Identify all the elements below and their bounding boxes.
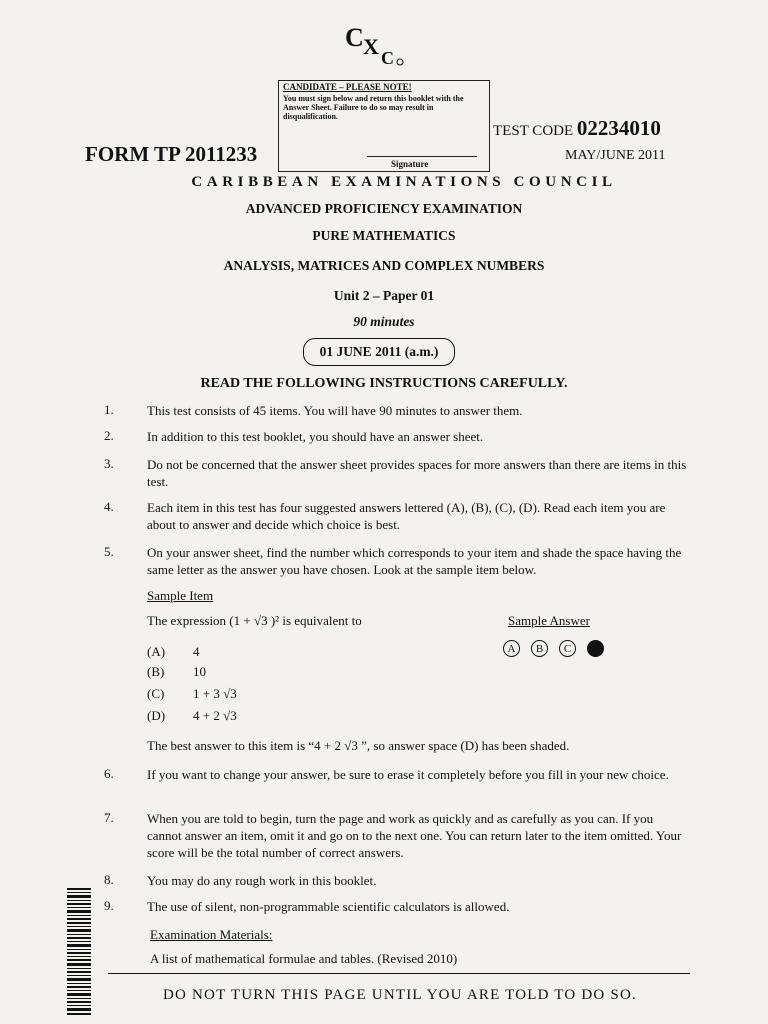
session: MAY/JUNE 2011 — [565, 148, 666, 163]
item-number: 3. — [104, 456, 114, 471]
answer-bubble-b: B — [531, 640, 548, 657]
paper-title: ANALYSIS, MATRICES AND COMPLEX NUMBERS — [223, 258, 545, 273]
instruction-text: When you are told to begin, turn the page and work as quickly and as carefully as you can. If you cannot answer an item, omit it and go on to the next one. You can return later to the item omitted. Your score will be the total number of correct answers. — [147, 811, 682, 860]
test-code — [493, 116, 661, 141]
signature-label: Signature — [391, 159, 429, 169]
test-code-value: 02234010 — [576, 116, 661, 140]
option-label-d: (D) — [147, 708, 166, 723]
item-number: 7. — [104, 810, 114, 825]
instruction-text: The use of silent, non-programmable scientific calculators is allowed. — [147, 899, 510, 914]
test-code-label: TEST CODE — [493, 123, 574, 139]
answer-bubble-c: C — [559, 640, 576, 657]
council-name: CARIBBEAN EXAMINATIONS COUNCIL — [191, 174, 617, 190]
subject-name: PURE MATHEMATICS — [312, 228, 456, 243]
exam-date: 01 JUNE 2011 (a.m.) — [303, 338, 455, 366]
option-label-c: (C) — [147, 686, 165, 701]
duration: 90 minutes — [353, 314, 415, 329]
exam-name: ADVANCED PROFICIENCY EXAMINATION — [245, 201, 523, 216]
answer-bubble-a: A — [503, 640, 520, 657]
signature-line — [367, 156, 477, 157]
svg-text:C: C — [381, 48, 394, 66]
sample-explanation: The best answer to this item is “4 + 2 √3 ”, so answer space (D) has been shaded. — [147, 738, 570, 753]
svg-text:C: C — [345, 23, 364, 52]
instruction-text: In addition to this test booklet, you should have an answer sheet. — [147, 429, 484, 444]
option-value-d: 4 + 2 √3 — [193, 708, 237, 723]
instructions-heading: READ THE FOLLOWING INSTRUCTIONS CAREFULLY. — [200, 376, 568, 391]
option-value-c: 1 + 3 √3 — [193, 686, 237, 701]
instruction-text: On your answer sheet, find the number which corresponds to your item and shade the space having the same letter as the answer you have chosen. Look at the sample item below. — [147, 545, 682, 577]
option-label-a: (A) — [147, 644, 166, 659]
item-number: 9. — [104, 898, 114, 913]
option-value-b: 10 — [193, 664, 206, 679]
item-number: 1. — [104, 402, 114, 417]
sample-answer-heading: Sample Answer — [508, 613, 590, 628]
item-number: 4. — [104, 499, 114, 514]
instruction-text: Each item in this test has four suggested answers lettered (A), (B), (C), (D). Read each item you are about to answer and decide which choice is best. — [147, 500, 666, 532]
materials-text: A list of mathematical formulae and tables. (Revised 2010) — [150, 951, 458, 966]
sample-item-heading: Sample Item — [147, 588, 214, 603]
item-number: 8. — [104, 872, 114, 887]
notice-body: You must sign below and return this booklet with the Answer Sheet. Failure to do so may result in disqualification. — [283, 94, 464, 121]
candidate-notice — [278, 80, 490, 172]
barcode — [67, 888, 91, 1018]
instruction-text: If you want to change your answer, be sure to erase it completely before you fill in your new choice. — [147, 767, 669, 782]
instruction-text: This test consists of 45 items. You will have 90 minutes to answer them. — [147, 403, 523, 418]
answer-bubble-d-shaded — [587, 640, 604, 657]
footer-warning: DO NOT TURN THIS PAGE UNTIL YOU ARE TOLD TO DO SO. — [163, 987, 637, 1003]
option-value-a: 4 — [193, 644, 200, 659]
instruction-text: You may do any rough work in this booklet. — [147, 873, 377, 888]
form-number: FORM TP 2011233 — [85, 142, 258, 166]
item-number: 2. — [104, 428, 114, 443]
materials-heading: Examination Materials: — [150, 927, 273, 942]
item-number: 5. — [104, 544, 114, 559]
svg-text:X: X — [363, 34, 379, 59]
unit-paper: Unit 2 – Paper 01 — [333, 288, 435, 303]
instruction-text: Do not be concerned that the answer sheet provides spaces for more answers than there are items in this test. — [147, 457, 687, 489]
notice-title: CANDIDATE – PLEASE NOTE! — [283, 82, 412, 92]
footer-rule — [108, 973, 690, 974]
sample-question: The expression (1 + √3 )² is equivalent to — [147, 613, 362, 628]
cxc-logo — [343, 20, 409, 66]
item-number: 6. — [104, 766, 114, 781]
option-label-b: (B) — [147, 664, 165, 679]
